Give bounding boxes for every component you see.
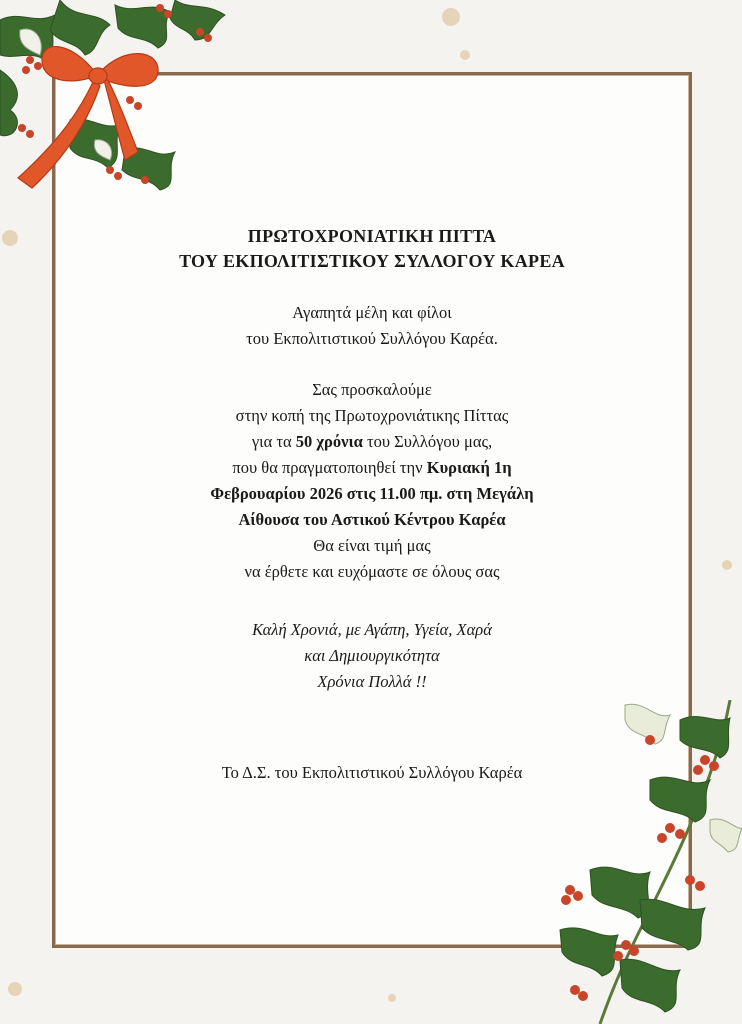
anniversary-years: 50 χρόνια (295, 432, 363, 451)
invitation-line-8: να έρθετε και ευχόμαστε σε όλους σας (244, 562, 500, 581)
invitation-line-1: Σας προσκαλούμε (312, 380, 432, 399)
paper-speck (442, 8, 460, 26)
paper-speck (460, 50, 470, 60)
greeting (52, 300, 692, 352)
greeting-line-1: Αγαπητά μέλη και φίλοι (292, 303, 452, 322)
title-line-2: ΤΟΥ ΕΚΠΟΛΙΤΙΣΤΙΚΟΥ ΣΥΛΛΟΓΟΥ ΚΑΡΕΑ (179, 251, 565, 271)
paper-speck (722, 560, 732, 570)
title-line-1: ΠΡΩΤΟΧΡΟΝΙΑΤΙΚΗ ΠΙΤΤΑ (247, 226, 497, 246)
invitation-line-3-c: του Συλλόγου μας, (362, 432, 493, 451)
invitation-line-7: Θα είναι τιμή μας (313, 536, 431, 555)
invitation-line-3 (52, 429, 692, 455)
invitation-line-2: στην κοπή της Πρωτοχρονιάτικης Πίττας (235, 406, 509, 425)
invitation-line-5 (52, 481, 692, 507)
paper-speck (8, 982, 22, 996)
event-venue: Αίθουσα του Αστικού Κέντρου Καρέα (238, 510, 506, 529)
invitation-title (52, 224, 692, 274)
invitation-line-3-a: για τα (251, 432, 296, 451)
signature: Το Δ.Σ. του Εκπολιτιστικού Συλλόγου Καρέα (221, 763, 523, 782)
invitation-line-4 (52, 455, 692, 481)
wishes (52, 617, 692, 695)
invitation-line-6 (52, 507, 692, 533)
invitation-body (52, 377, 692, 585)
invitation-line-4-a: που θα πραγματοποιηθεί την (232, 458, 427, 477)
wishes-line-3: Χρόνια Πολλά !! (317, 672, 427, 691)
paper-speck (388, 994, 396, 1002)
paper-speck (2, 230, 18, 246)
event-date-time: Φεβρουαρίου 2026 στις 11.00 πμ. στη Μεγάλη (210, 484, 534, 503)
holly-branch-icon (530, 700, 742, 1024)
holly-bow-icon (0, 0, 240, 200)
wishes-line-2: και Δημιουργικότητα (304, 646, 440, 665)
greeting-line-2: του Εκπολιτιστικού Συλλόγου Καρέα. (246, 329, 498, 348)
wishes-line-1: Καλή Χρονιά, με Αγάπη, Υγεία, Χαρά (252, 620, 492, 639)
event-day: Κυριακή 1η (426, 458, 512, 477)
